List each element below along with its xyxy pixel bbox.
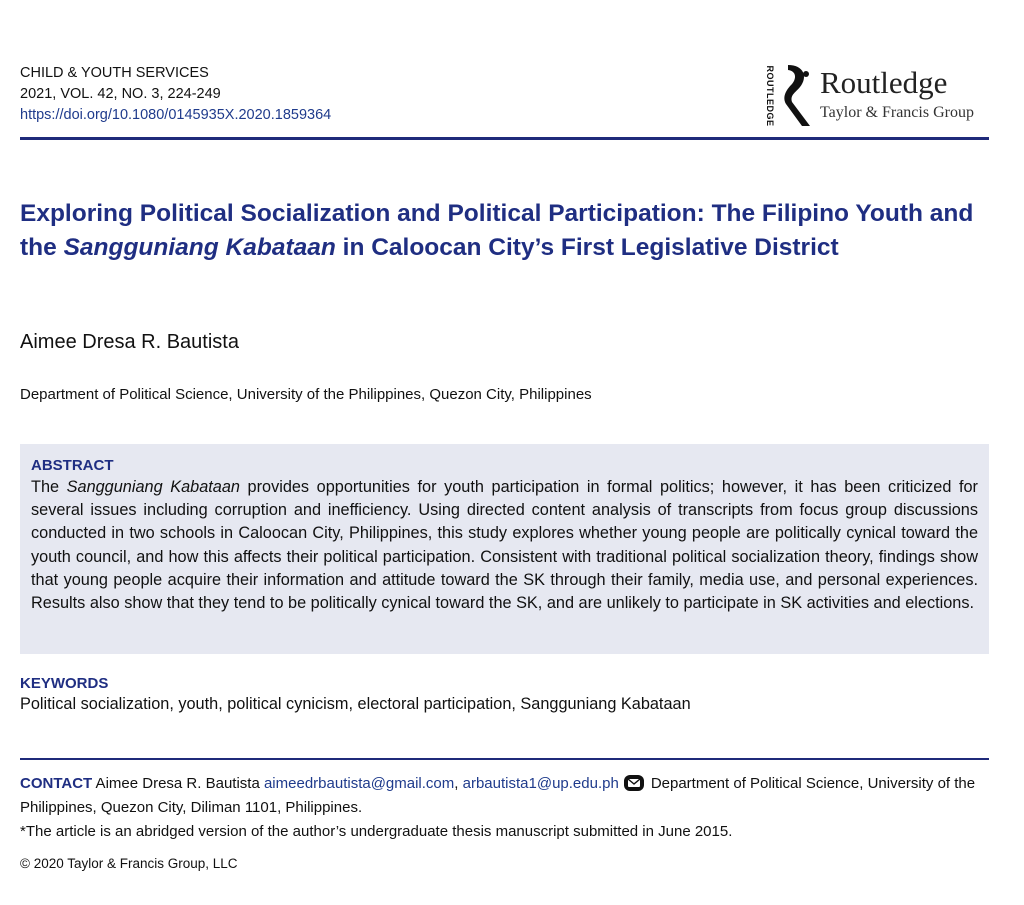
contact-address: Department of Political Science, University of the Philippines, Quezon City, Diliman 1101, Philippines. [20,775,976,816]
footer-rule [20,758,989,760]
contact-section: CONTACT Aimee Dresa R. Bautista aimeedrbautista@gmail.com, arbautista1@up.edu.ph Department of Political Science, University of the Philippines, Quezon City, Diliman 1101, Philippines. *The article is an abridged version of the author’s undergraduate thesis manuscript submitted in June 2015. [20,772,989,844]
logo-vertical-text: ROUTLEDGE [765,65,775,127]
routledge-mark-icon [778,62,818,128]
copyright-notice: © 2020 Taylor & Francis Group, LLC [20,856,238,871]
doi-link[interactable]: https://doi.org/10.1080/0145935X.2020.1859364 [20,107,332,123]
email-link-2[interactable]: arbautista1@up.edu.ph [462,775,619,792]
abstract-text: The Sangguniang Kabataan provides opportunities for youth participation in formal politics; however, it has been criticized for several issues including corruption and inefficiency. Using directed content analysis of transcripts from focus group discussions conducted in two schools in Caloocan City, Philippines, this study explores whether young people are politically cynical toward the youth council, and how this affects their political participation. Consistent with traditional political socialization theory, findings show that young people acquire their information and attitude toward the SK through their family, media use, and personal experiences. Results also show that they tend to be politically cynical toward the SK, and are unlikely to participate in SK activities and elections. [31,478,978,613]
journal-header [20,63,331,126]
address-icon [623,774,645,792]
keywords-text: Political socialization, youth, political cynicism, electoral participation, Sangguniang Kabataan [20,695,691,713]
journal-name: CHILD & YOUTH SERVICES [20,65,209,81]
abstract-heading: ABSTRACT [31,457,114,474]
logo-brand: Routledge [820,65,948,100]
contact-label: CONTACT [20,775,93,792]
article-title: Exploring Political Socialization and Political Participation: The Filipino Youth and the Sangguniang Kabataan in Caloocan City’s First Legislative District [20,200,974,261]
author-affiliation: Department of Political Science, University of the Philippines, Quezon City, Philippines [20,386,592,403]
keywords-heading: KEYWORDS [20,675,109,692]
abstract-panel [20,444,989,654]
title-italic-term: Sangguniang Kabataan [63,234,336,261]
author-name: Aimee Dresa R. Bautista [20,331,239,353]
abstract-italic-term: Sangguniang Kabataan [66,478,240,496]
journal-volume: 2021, VOL. 42, NO. 3, 224-249 [20,86,221,102]
routledge-logo [762,62,1002,130]
header-rule [20,137,989,140]
logo-subbrand: Taylor & Francis Group [820,104,974,121]
thesis-note: *The article is an abridged version of the author’s undergraduate thesis manuscript submitted in June 2015. [20,823,733,840]
contact-name: Aimee Dresa R. Bautista [92,775,264,792]
keywords-section [20,675,989,714]
email-link-1[interactable]: aimeedrbautista@gmail.com [263,775,455,792]
